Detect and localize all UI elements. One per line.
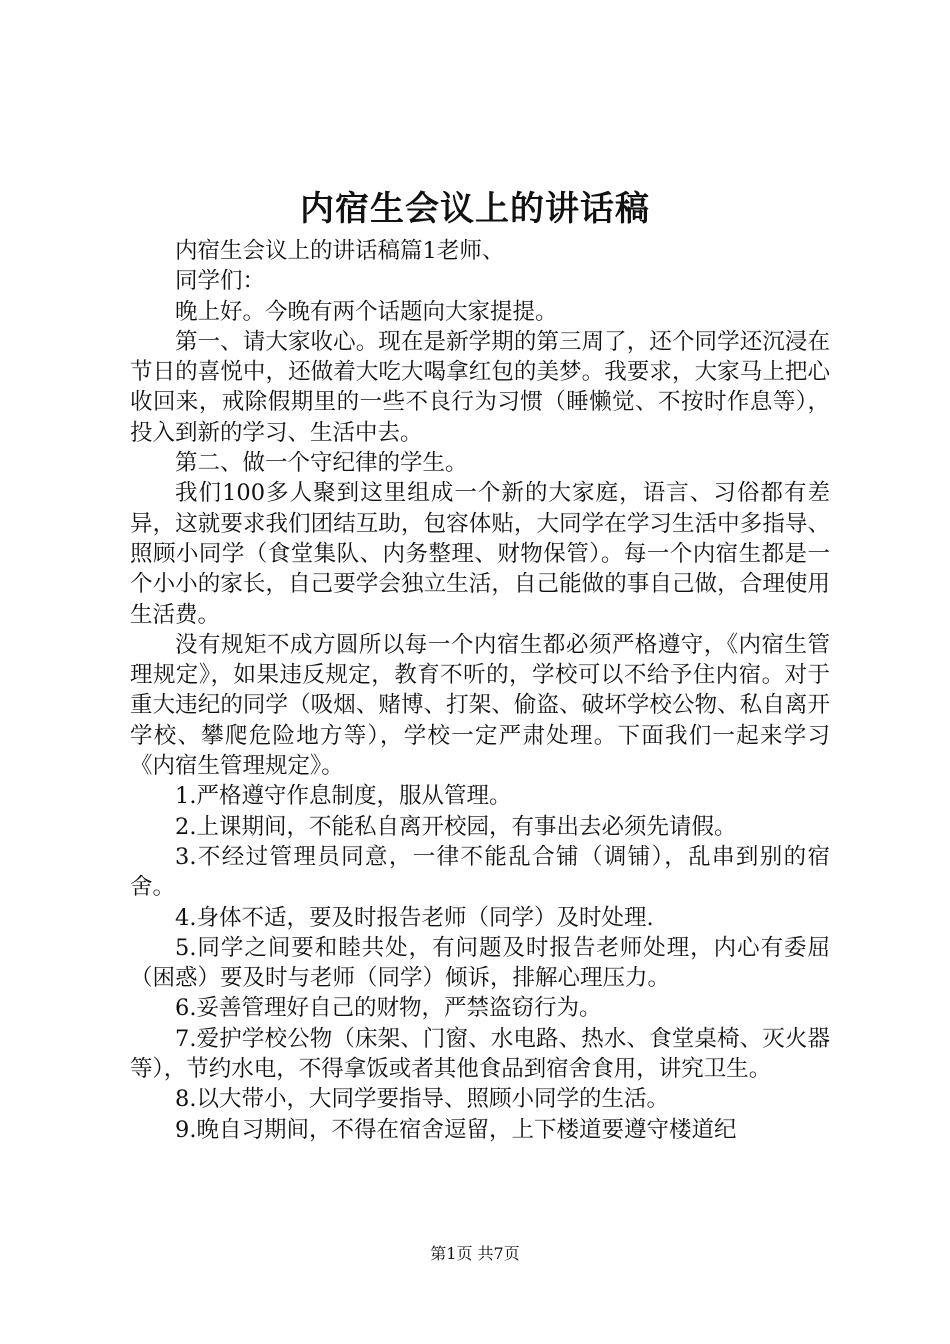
paragraph: 第二、做一个守纪律的学生。 xyxy=(175,450,468,477)
document-body xyxy=(130,236,830,1145)
rule-item: 5.同学之间要和睦共处，有问题及时报告老师处理，内心有委屈（困惑）要及时与老师（同学）倾诉，排解心理压力。 xyxy=(130,934,830,992)
rule-item: 9.晚自习期间，不得在宿舍逗留，上下楼道要遵守楼道纪 xyxy=(175,1116,737,1143)
paragraph: 我们100多人聚到这里组成一个新的大家庭，语言、习俗都有差异，这就要求我们团结互助，包容体贴，大同学在学习生活中多指导、照顾小同学（食堂集队、内务整理、财物保管）。每一个内宿生都是一个小小的家长，自己要学会独立生活，自己能做的事自己做，合理使用生活费。 xyxy=(130,480,830,628)
paragraph: 第一、请大家收心。现在是新学期的第三周了，还个同学还沉浸在节日的喜悦中，还做着大吃大喝拿红包的美梦。我要求，大家马上把心收回来，戒除假期里的一些不良行为习惯（睡懒觉、不按时作息等），投入到新的学习、生活中去。 xyxy=(130,328,830,446)
paragraph: 晚上好。今晚有两个话题向大家提提。 xyxy=(175,298,558,325)
rule-item: 2.上课期间，不能私自离开校园，有事出去必须先请假。 xyxy=(175,813,737,840)
paragraph: 内宿生会议上的讲话稿篇1老师、 xyxy=(175,238,505,264)
rule-item: 7.爱护学校公物（床架、门窗、水电路、热水、食堂桌椅、灭火器等），节约水电，不得拿饭或者其他食品到宿舍食用，讲究卫生。 xyxy=(130,1025,830,1083)
page-footer: 第1页 共7页 xyxy=(430,1244,520,1263)
rule-item: 3.不经过管理员同意，一律不能乱合铺（调铺），乱串到别的宿舍。 xyxy=(130,843,830,901)
rule-item: 4.身体不适，要及时报告老师（同学）及时处理. xyxy=(175,904,654,931)
rule-item: 6.妥善管理好自己的财物，严禁盗窃行为。 xyxy=(175,995,602,1022)
paragraph: 同学们： xyxy=(175,268,266,295)
rule-item: 1.严格遵守作息制度，服从管理。 xyxy=(175,783,512,810)
document-title: 内宿生会议上的讲话稿 xyxy=(300,189,650,229)
paragraph: 没有规矩不成方圆所以每一个内宿生都必须严格遵守，《内宿生管理规定》，如果违反规定，教育不听的，学校可以不给予住内宿。对于重大违纪的同学（吸烟、赌博、打架、偷盗、破坏学校公物、私自离开学校、攀爬危险地方等），学校一定严肃处理。下面我们一起来学习《内宿生管理规定》。 xyxy=(130,631,830,780)
rule-item: 8.以大带小，大同学要指导、照顾小同学的生活。 xyxy=(175,1086,669,1113)
